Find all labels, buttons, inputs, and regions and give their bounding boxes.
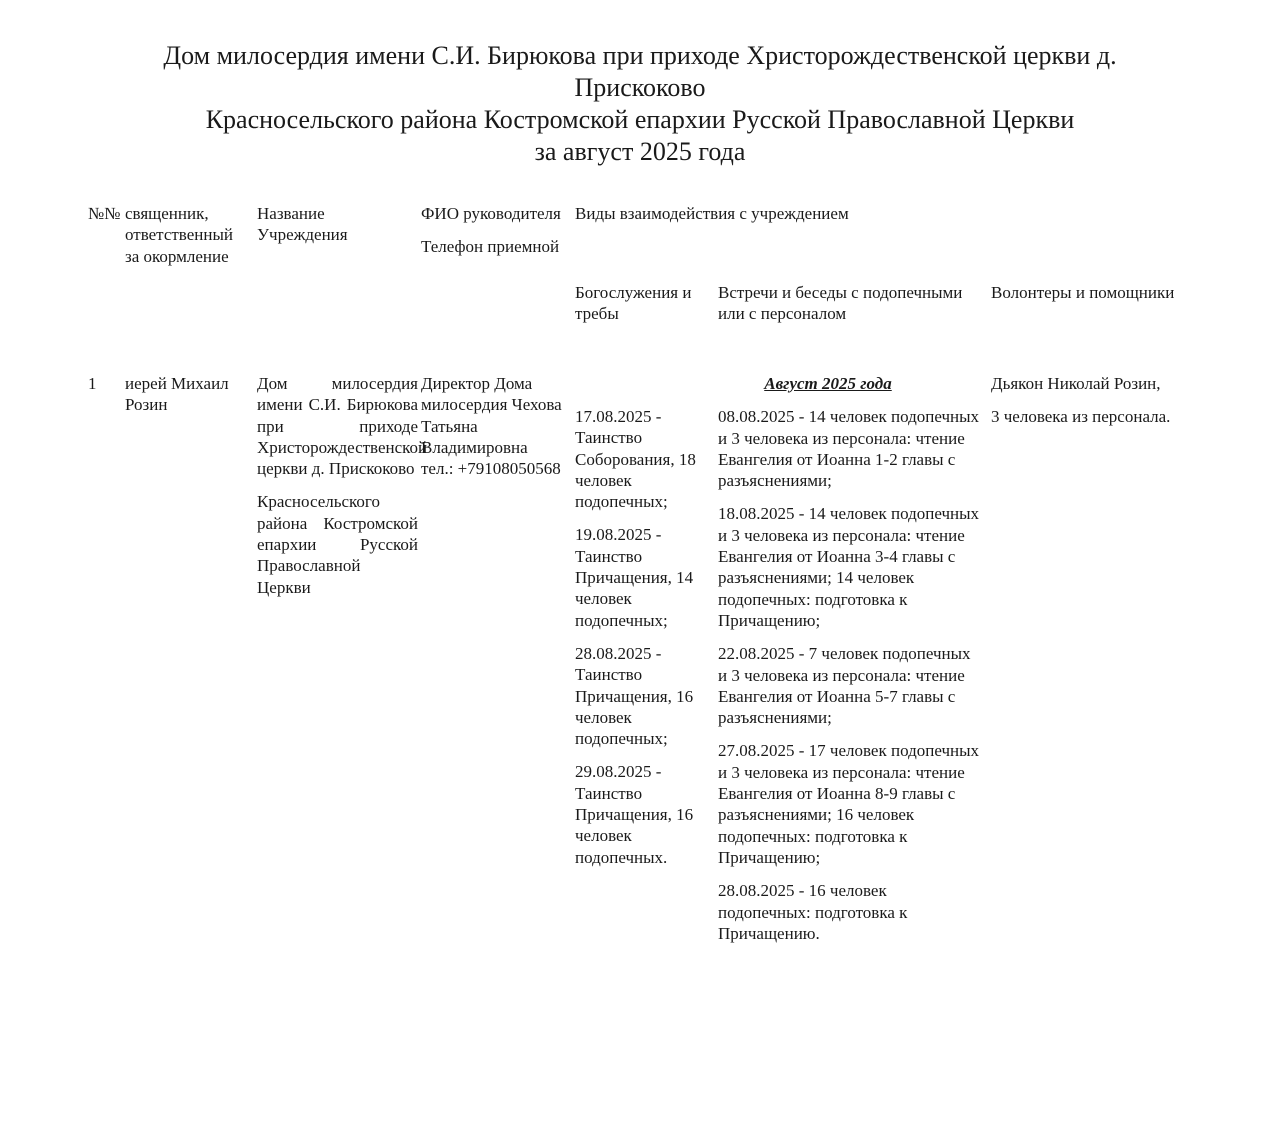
title-line-1: Дом милосердия имени С.И. Бирюкова при приходе Христорождественской церкви д. [163,41,1117,70]
header-meetings: Встречи и беседы с подопечными или с персоналом [718,283,963,324]
meeting-entry: 28.08.2025 - 16 человек подопечных: подготовка к Причащению. [718,881,908,943]
header-director: ФИО руководителя [421,204,561,223]
header-institution: Название Учреждения [257,204,348,245]
header-interaction: Виды взаимодействия с учреждением [575,204,849,223]
title-line-4: за август 2025 года [534,137,746,166]
header-volunteers: Волонтеры и помощники [991,283,1175,302]
volunteer-entry: Дьякон Николай Розин, [991,374,1161,393]
header-phone: Телефон приемной [421,237,560,256]
meeting-entry: 08.08.2025 - 14 человек подопечных и 3 человека из персонала: чтение Евангелия от Иоанна 1-2 главы с разъяснениями; [718,407,980,491]
document-title [100,40,1180,168]
row-priest: иерей Михаил Розин [125,374,229,415]
row-services [575,406,710,868]
header-number: №№ [88,204,121,223]
service-entry: 29.08.2025 - Таинство Причащения, 16 человек подопечных. [575,762,694,867]
row-institution [257,373,428,598]
volunteer-entry: 3 человека из персонала. [991,407,1171,427]
service-entry: 19.08.2025 - Таинство Причащения, 14 человек подопечных; [575,525,694,630]
row-number: 1 [88,374,97,393]
meetings-month-heading: Август 2025 года [764,374,892,393]
header-priest: священник, ответственный за окормление [125,204,233,266]
service-entry: 28.08.2025 - Таинство Причащения, 16 человек подопечных; [575,643,694,749]
title-line-3: Красносельского района Костромской епархии Русской Православной Церкви [205,105,1075,134]
service-entry: 17.08.2025 - Таинство Соборования, 18 человек подопечных; [575,407,696,512]
director-phone: тел.: +79108050568 [421,459,561,479]
title-line-2: Прискоково [574,73,706,102]
director-name: Директор Дома милосердия Чехова Татьяна Владимировна [421,374,562,457]
header-services: Богослужения и требы [575,283,692,324]
meeting-entry: 22.08.2025 - 7 человек подопечных и 3 человека из персонала: чтение Евангелия от Иоанна 5-7 главы с разъяснениями; [718,644,971,728]
institution-part-1: Дом милосердия имени С.И. Бирюкова при приходе Христорождественской церкви д. Прискоково [257,374,428,479]
meeting-entry: 18.08.2025 - 14 человек подопечных и 3 человека из персонала: чтение Евангелия от Иоанна 3-4 главы с разъяснениями; 14 человек подопечных: подготовка к Причащению; [718,504,980,630]
row-volunteers [991,373,1231,428]
row-director [421,373,573,479]
row-meetings [718,373,983,944]
institution-part-2: Красносельского района Костромской епархии Русской Православной Церкви [257,492,418,597]
meeting-entry: 27.08.2025 - 17 человек подопечных и 3 человека из персонала: чтение Евангелия от Иоанна 8-9 главы с разъяснениями; 16 человек подопечных: подготовка к Причащению; [718,741,980,867]
